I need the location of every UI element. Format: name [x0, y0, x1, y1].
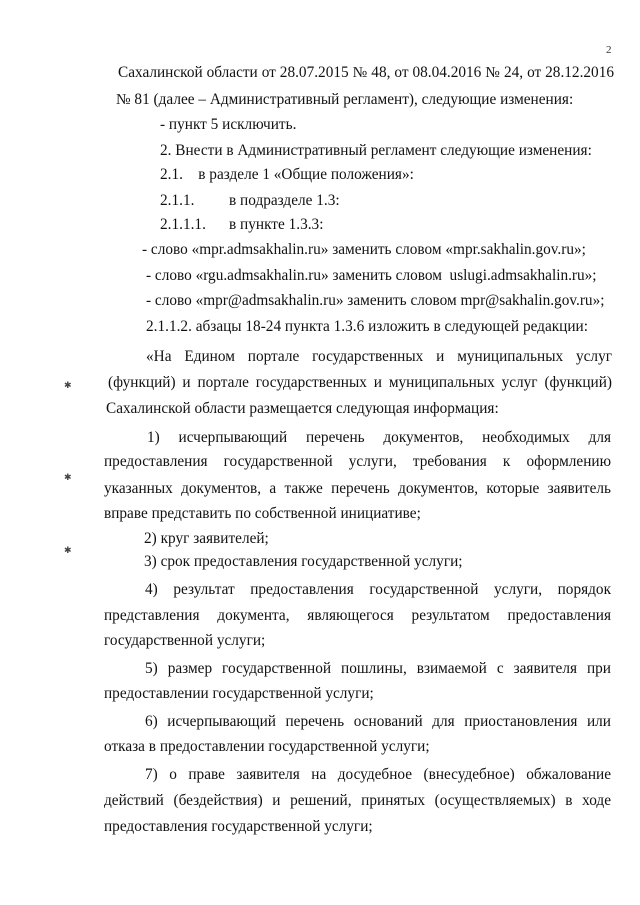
text-line: - слово «rgu.admsakhalin.ru» заменить словом uslugi.admsakhalin.ru»;: [146, 267, 597, 284]
text-line: (функций) и портале государственных и муниципальных услуг (функций): [108, 374, 612, 391]
text-line: вправе представить по собственной инициативе;: [104, 505, 421, 522]
clause-number: 2.1.1.: [160, 192, 195, 209]
list-item: 3) срок предоставления государственной услуги;: [144, 553, 463, 570]
text-line: - пункт 5 исключить.: [160, 116, 297, 133]
text-line: отказа в предоставлении государственной услуги;: [104, 738, 430, 755]
text-line: Сахалинской области от 28.07.2015 № 48, от 08.04.2016 № 24, от 28.12.2016: [118, 64, 614, 81]
scan-mark: ✱: [64, 545, 72, 555]
list-item: 2) круг заявителей;: [144, 530, 269, 547]
text-line: 2.1. в разделе 1 «Общие положения»:: [160, 166, 414, 183]
text-line: предоставления государственной услуги, требования к оформлению: [104, 453, 611, 470]
text-line: № 81 (далее – Административный регламент), следующие изменения:: [116, 91, 574, 108]
list-item: 1) исчерпывающий перечень документов, необходимых для: [147, 429, 611, 446]
text-line: Сахалинской области размещается следующая информация:: [106, 400, 499, 417]
page-number: 2: [606, 44, 612, 56]
scan-mark: ✱: [64, 380, 72, 390]
list-item: 7) о праве заявителя на досудебное (внесудебное) обжалование: [145, 766, 611, 783]
text-line: действий (бездействия) и решений, принятых (осуществляемых) в ходе: [104, 792, 611, 809]
text-line: - слово «mpr.admsakhalin.ru» заменить словом «mpr.sakhalin.gov.ru»;: [142, 241, 586, 258]
list-item: 4) результат предоставления государственной услуги, порядок: [145, 581, 611, 598]
text-line: в подразделе 1.3:: [229, 192, 340, 209]
text-line: - слово «mpr@admsakhalin.ru» заменить словом mpr@sakhalin.gov.ru»;: [146, 292, 605, 309]
list-item: 6) исчерпывающий перечень оснований для приостановления или: [145, 713, 611, 730]
clause-number: 2.1.1.1.: [160, 216, 206, 233]
list-item: 5) размер государственной пошлины, взимаемой с заявителя при: [145, 660, 611, 677]
text-line: 2. Внести в Административный регламент следующие изменения:: [160, 142, 592, 159]
text-line: предоставлении государственной услуги;: [104, 685, 374, 702]
scan-mark: ✱: [64, 472, 72, 482]
text-line: представления документа, являющегося результатом предоставления: [104, 607, 611, 624]
text-line: государственной услуги;: [104, 632, 266, 649]
text-line: предоставления государственной услуги;: [104, 818, 373, 835]
text-line: «На Едином портале государственных и муниципальных услуг: [146, 348, 612, 365]
text-line: в пункте 1.3.3:: [229, 216, 324, 233]
text-line: 2.1.1.2. абзацы 18-24 пункта 1.3.6 изложить в следующей редакции:: [146, 318, 588, 335]
text-line: указанных документов, а также перечень документов, которые заявитель: [104, 480, 611, 497]
